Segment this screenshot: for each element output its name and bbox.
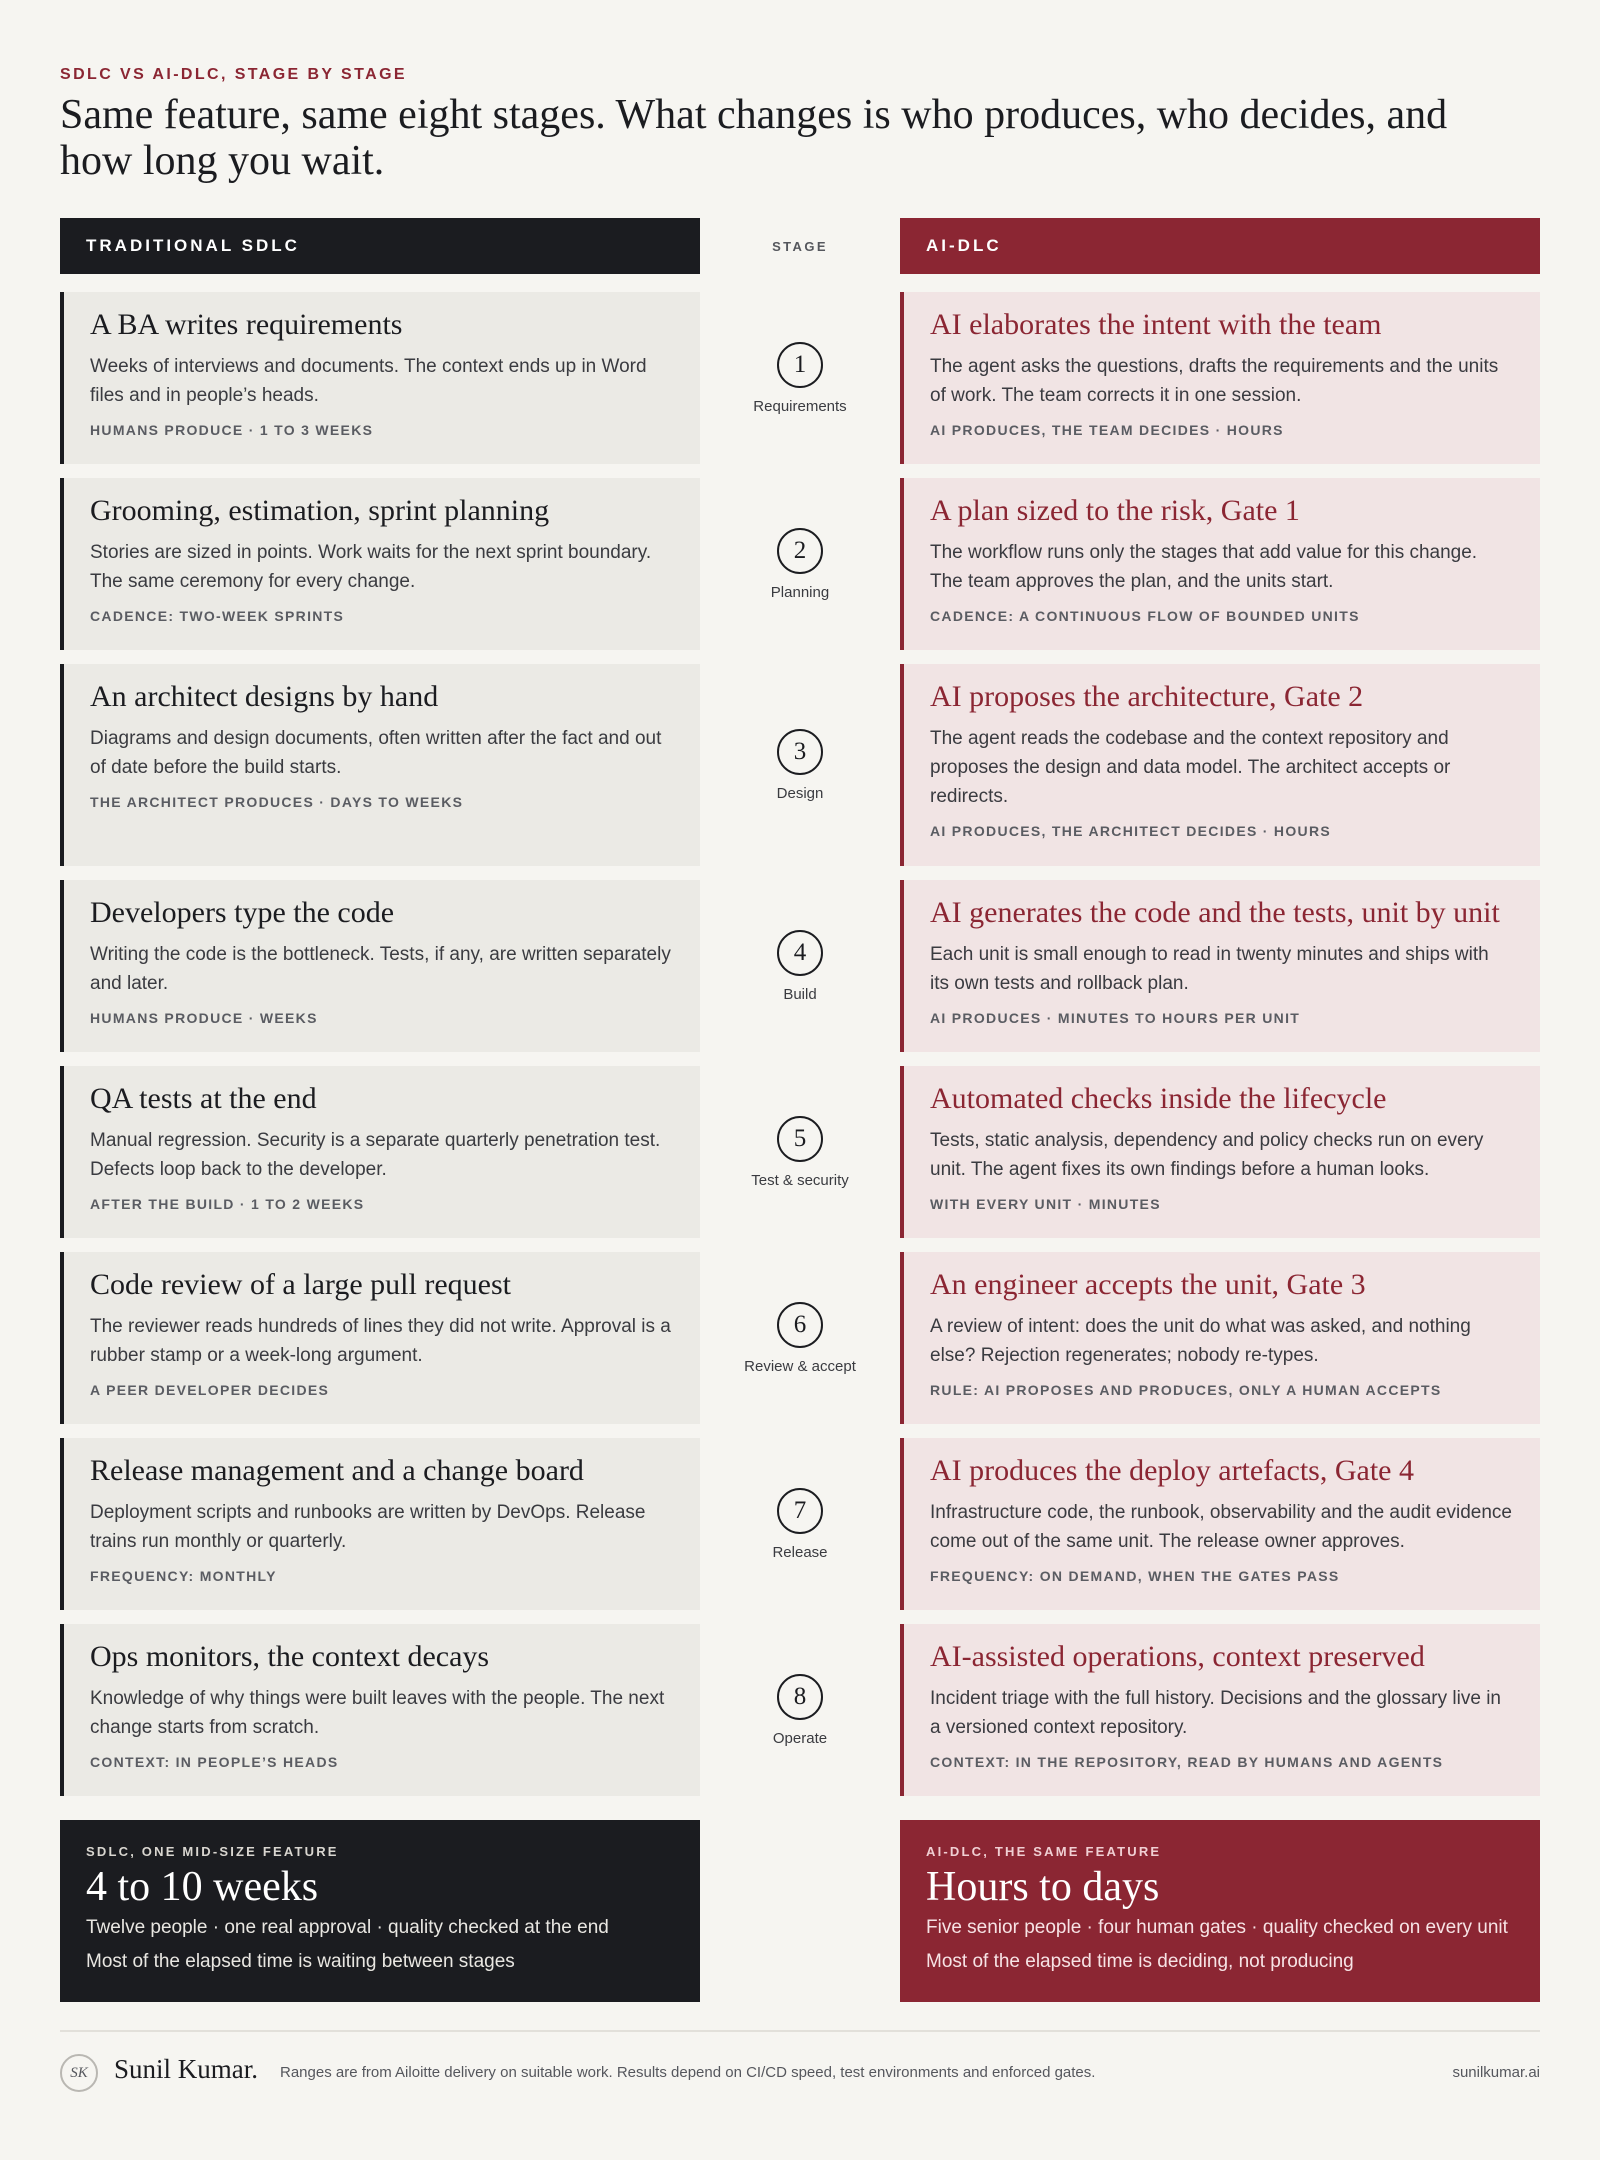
card-title: AI proposes the architecture, Gate 2	[930, 680, 1364, 713]
summary-duration: 4 to 10 weeks	[86, 1864, 319, 1910]
stage-marker	[700, 1624, 900, 1796]
stage-marker	[700, 478, 900, 650]
card-title: Ops monitors, the context decays	[90, 1640, 490, 1673]
card-body: Writing the code is the bottleneck. Tests, if any, are written separately and later.	[90, 944, 671, 994]
stage-row	[60, 1252, 1540, 1424]
stage-marker	[700, 880, 900, 1052]
card-body: Stories are sized in points. Work waits for the next sprint boundary. The same ceremony for every change.	[90, 542, 652, 592]
card-tag: CONTEXT: IN THE REPOSITORY, READ BY HUMANS AND AGENTS	[930, 1754, 1444, 1770]
card-title: AI generates the code and the tests, unit by unit	[930, 896, 1500, 929]
footer-divider	[60, 2030, 1540, 2032]
sdlc-card	[60, 664, 700, 866]
headline: Same feature, same eight stages. What changes is who produces, who decides, and how long you wait.	[60, 92, 1448, 184]
card-body: Manual regression. Security is a separate quarterly penetration test. Defects loop back to the developer.	[90, 1130, 661, 1180]
stage-row	[60, 292, 1540, 464]
column-header-sdlc: TRADITIONAL SDLC	[60, 218, 700, 274]
stage-label: Test & security	[751, 1171, 849, 1189]
card-title: AI produces the deploy artefacts, Gate 4	[930, 1454, 1414, 1487]
stage-number: 3	[777, 729, 823, 775]
summary-eyebrow: SDLC, ONE MID-SIZE FEATURE	[86, 1844, 339, 1859]
card-title: Developers type the code	[90, 896, 395, 929]
card-tag: AI PRODUCES, THE TEAM DECIDES · HOURS	[930, 422, 1284, 438]
card-tag: CADENCE: A CONTINUOUS FLOW OF BOUNDED UNITS	[930, 608, 1360, 624]
card-tag: CONTEXT: IN PEOPLE’S HEADS	[90, 1754, 339, 1770]
stage-number: 5	[777, 1116, 823, 1162]
ai-dlc-card	[900, 664, 1540, 866]
stage-marker	[700, 1066, 900, 1238]
stage-label: Operate	[772, 1729, 828, 1747]
stage-number: 1	[777, 342, 823, 388]
stage-row	[60, 664, 1540, 866]
stage-marker	[700, 1252, 900, 1424]
card-title: AI elaborates the intent with the team	[930, 308, 1382, 341]
summary-eyebrow: AI-DLC, THE SAME FEATURE	[926, 1844, 1162, 1859]
card-body: Tests, static analysis, dependency and policy checks run on every unit. The agent fixes its own findings before a human looks.	[930, 1130, 1484, 1180]
summary-sdlc	[60, 1820, 700, 2002]
card-body: Deployment scripts and runbooks are written by DevOps. Release trains run monthly or quarterly.	[90, 1502, 646, 1552]
footer-note: Ranges are from Ailoitte delivery on suitable work. Results depend on CI/CD speed, test environments and enforced gates.	[280, 2064, 1096, 2081]
stage-label: Review & accept	[744, 1357, 856, 1375]
card-title: QA tests at the end	[90, 1082, 317, 1115]
sdlc-card	[60, 1438, 700, 1610]
card-title: A plan sized to the risk, Gate 1	[930, 494, 1300, 527]
sdlc-card	[60, 1066, 700, 1238]
logo-icon: SK	[60, 2054, 98, 2092]
site-link[interactable]: sunilkumar.ai	[1452, 2064, 1540, 2081]
summary-ai-dlc	[900, 1820, 1540, 2002]
card-title: An architect designs by hand	[90, 680, 439, 713]
card-title: Grooming, estimation, sprint planning	[90, 494, 550, 527]
card-body: The agent reads the codebase and the context repository and proposes the design and data model. The architect accepts or redirects.	[930, 728, 1451, 807]
card-tag: RULE: AI PROPOSES AND PRODUCES, ONLY A HUMAN ACCEPTS	[930, 1382, 1442, 1398]
card-tag: THE ARCHITECT PRODUCES · DAYS TO WEEKS	[90, 794, 464, 810]
card-body: A review of intent: does the unit do what was asked, and nothing else? Rejection regenerates; nobody re-types.	[930, 1316, 1471, 1366]
card-tag: FREQUENCY: ON DEMAND, WHEN THE GATES PASS	[930, 1568, 1340, 1584]
card-title: An engineer accepts the unit, Gate 3	[930, 1268, 1366, 1301]
stage-label: Release	[772, 1543, 828, 1561]
card-tag: CADENCE: TWO-WEEK SPRINTS	[90, 608, 345, 624]
stage-number: 8	[777, 1674, 823, 1720]
footer	[60, 2052, 1540, 2098]
eyebrow: SDLC VS AI-DLC, STAGE BY STAGE	[60, 66, 407, 83]
stage-marker	[700, 664, 900, 866]
stage-label: Requirements	[753, 397, 847, 415]
stage-row	[60, 1624, 1540, 1796]
stage-number: 4	[777, 930, 823, 976]
stage-marker	[700, 292, 900, 464]
card-body: Diagrams and design documents, often written after the fact and out of date before the build starts.	[90, 728, 662, 778]
card-tag: HUMANS PRODUCE · WEEKS	[90, 1010, 318, 1026]
sdlc-card	[60, 1252, 700, 1424]
summary-duration: Hours to days	[926, 1864, 1160, 1910]
stage-row	[60, 1438, 1540, 1610]
stage-label: Build	[783, 985, 817, 1003]
stage-label: Planning	[770, 583, 830, 601]
stage-row	[60, 1066, 1540, 1238]
card-tag: HUMANS PRODUCE · 1 TO 3 WEEKS	[90, 422, 374, 438]
stage-marker	[700, 1438, 900, 1610]
summary-line: Five senior people · four human gates · quality checked on every unit	[926, 1917, 1508, 1938]
ai-dlc-card	[900, 1066, 1540, 1238]
column-header-ai-dlc: AI-DLC	[900, 218, 1540, 274]
card-body: Incident triage with the full history. Decisions and the glossary live in a versioned context repository.	[930, 1688, 1501, 1738]
summary-line: Twelve people · one real approval · quality checked at the end	[86, 1917, 609, 1938]
stage-number: 2	[777, 528, 823, 574]
card-title: A BA writes requirements	[90, 308, 403, 341]
card-tag: AI PRODUCES · MINUTES TO HOURS PER UNIT	[930, 1010, 1301, 1026]
card-tag: FREQUENCY: MONTHLY	[90, 1568, 277, 1584]
summary-line: Most of the elapsed time is deciding, not producing	[926, 1951, 1354, 1972]
column-header-stage: STAGE	[772, 238, 828, 254]
sdlc-card	[60, 292, 700, 464]
card-body: Each unit is small enough to read in twenty minutes and ships with its own tests and rollback plan.	[930, 944, 1489, 994]
author-name: Sunil Kumar.	[114, 2054, 259, 2084]
card-tag: WITH EVERY UNIT · MINUTES	[930, 1196, 1161, 1212]
stage-number: 7	[777, 1488, 823, 1534]
sdlc-card	[60, 1624, 700, 1796]
stage-label: Design	[776, 784, 824, 802]
card-body: Knowledge of why things were built leaves with the people. The next change starts from scratch.	[90, 1688, 665, 1738]
ai-dlc-card	[900, 478, 1540, 650]
summary-line: Most of the elapsed time is waiting between stages	[86, 1951, 515, 1972]
card-tag: A PEER DEVELOPER DECIDES	[90, 1382, 330, 1398]
card-tag: AFTER THE BUILD · 1 TO 2 WEEKS	[90, 1196, 365, 1212]
card-title: Release management and a change board	[90, 1454, 584, 1487]
card-title: AI-assisted operations, context preserved	[930, 1640, 1425, 1673]
card-tag: AI PRODUCES, THE ARCHITECT DECIDES · HOURS	[930, 823, 1331, 839]
stage-row	[60, 478, 1540, 650]
stage-number: 6	[777, 1302, 823, 1348]
sdlc-card	[60, 478, 700, 650]
card-body: Infrastructure code, the runbook, observability and the audit evidence come out of the same unit. The release owner approves.	[930, 1502, 1512, 1552]
ai-dlc-card	[900, 1252, 1540, 1424]
ai-dlc-card	[900, 292, 1540, 464]
card-body: The agent asks the questions, drafts the requirements and the units of work. The team corrects it in one session.	[930, 356, 1499, 406]
card-body: The workflow runs only the stages that add value for this change. The team approves the plan, and the units start.	[930, 542, 1478, 592]
ai-dlc-card	[900, 1624, 1540, 1796]
card-body: Weeks of interviews and documents. The context ends up in Word files and in people’s heads.	[90, 356, 647, 406]
ai-dlc-card	[900, 1438, 1540, 1610]
ai-dlc-card	[900, 880, 1540, 1052]
card-title: Code review of a large pull request	[90, 1268, 511, 1301]
card-title: Automated checks inside the lifecycle	[930, 1082, 1387, 1115]
stage-row	[60, 880, 1540, 1052]
sdlc-card	[60, 880, 700, 1052]
card-body: The reviewer reads hundreds of lines they did not write. Approval is a rubber stamp or a week-long argument.	[90, 1316, 671, 1366]
